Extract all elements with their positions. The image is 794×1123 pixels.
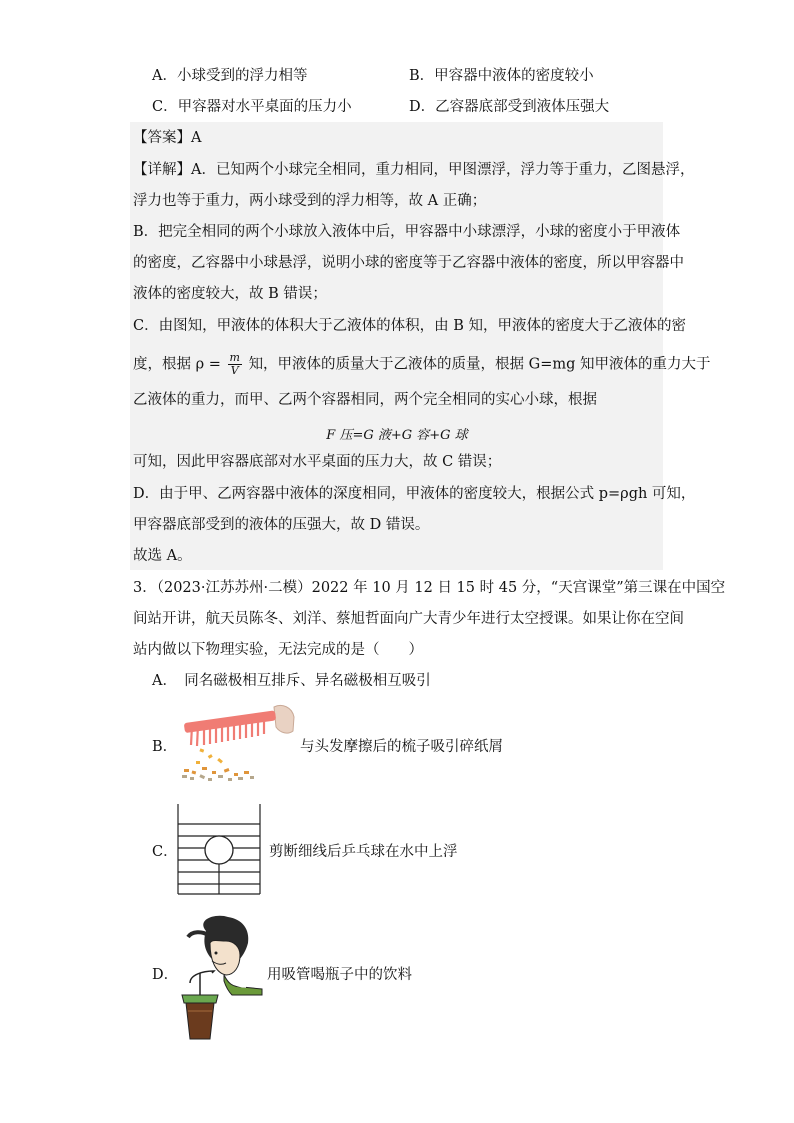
- fraction-denominator: V: [230, 364, 239, 377]
- density-line-end: 知，甲液体的质量大于乙液体的质量，根据 G=mg 知甲液体的重力大于: [248, 356, 711, 373]
- detail-line-2: 浮力也等于重力，两小球受到的浮力相等，故 A 正确；: [133, 193, 487, 209]
- boy-drinking-image: [172, 913, 264, 1041]
- detail-line-12: 故选 A。: [133, 548, 192, 564]
- fraction-numerator: m: [229, 351, 240, 364]
- detail-line-10: D．由于甲、乙两容器中液体的深度相同，甲液体的密度较大，根据公式 p=ρgh 可知，: [133, 486, 696, 502]
- question3-option-d-text: 用吸管喝瓶子中的饮料: [267, 967, 412, 983]
- question3-option-c-text: 剪断细线后乒乓球在水中上浮: [269, 844, 458, 860]
- detail-line-6: C．由图知，甲液体的体积大于乙液体的体积，由 B 知，甲液体的密度大于乙液体的密: [133, 318, 686, 334]
- density-line-start: 度，根据 ρ =: [133, 356, 221, 373]
- answer-label: 【答案】A: [133, 130, 202, 146]
- detail-line-1: 【详解】A．已知两个小球完全相同，重力相同，甲图漂浮，浮力等于重力，乙图悬浮，: [133, 162, 695, 178]
- detail-line-5: 液体的密度较大，故 B 错误；: [133, 286, 327, 302]
- option-c-prev: C．甲容器对水平桌面的压力小: [152, 99, 352, 115]
- question3-option-b-letter: B．: [152, 739, 178, 755]
- detail-line-8: 乙液体的重力，而甲、乙两个容器相同，两个完全相同的实心小球，根据: [133, 392, 597, 408]
- pingpong-beaker-image: [174, 802, 264, 896]
- question3-line-3: 站内做以下物理实验，无法完成的是（ ）: [133, 642, 423, 658]
- pressure-force-formula: F 压=G 液+G 容+G 球: [326, 428, 468, 443]
- detail-line-4: 的密度，乙容器中小球悬浮，说明小球的密度等于乙容器中液体的密度，所以甲容器中: [133, 255, 684, 271]
- question3-option-a: A． 同名磁极相互排斥、异名磁极相互吸引: [152, 673, 431, 689]
- question3-option-d-letter: D．: [152, 967, 179, 983]
- question3-option-c-letter: C．: [152, 844, 178, 860]
- option-d-prev: D．乙容器底部受到液体压强大: [409, 99, 610, 115]
- question3-option-b-text: 与头发摩擦后的梳子吸引碎纸屑: [300, 739, 503, 755]
- detail-line-11: 甲容器底部受到的液体的压强大，故 D 错误。: [133, 517, 430, 533]
- detail-line-3: B．把完全相同的两个小球放入液体中后，甲容器中小球漂浮，小球的密度小于甲液体: [133, 224, 681, 240]
- density-fraction: [228, 352, 242, 377]
- question3-line-2: 间站开讲，航天员陈冬、刘洋、蔡旭哲面向广大青少年进行太空授课。如果让你在空间: [133, 611, 684, 627]
- question3-line-1: 3．（2023·江苏苏州·二模）2022 年 10 月 12 日 15 时 45 分，“天宫课堂”第三课在中国空: [133, 580, 726, 596]
- density-formula-line: [133, 352, 711, 377]
- comb-paper-image: [178, 701, 296, 783]
- option-a-prev: A．小球受到的浮力相等: [152, 68, 308, 84]
- detail-line-9: 可知，因此甲容器底部对水平桌面的压力大，故 C 错误；: [133, 454, 502, 470]
- option-b-prev: B．甲容器中液体的密度较小: [409, 68, 594, 84]
